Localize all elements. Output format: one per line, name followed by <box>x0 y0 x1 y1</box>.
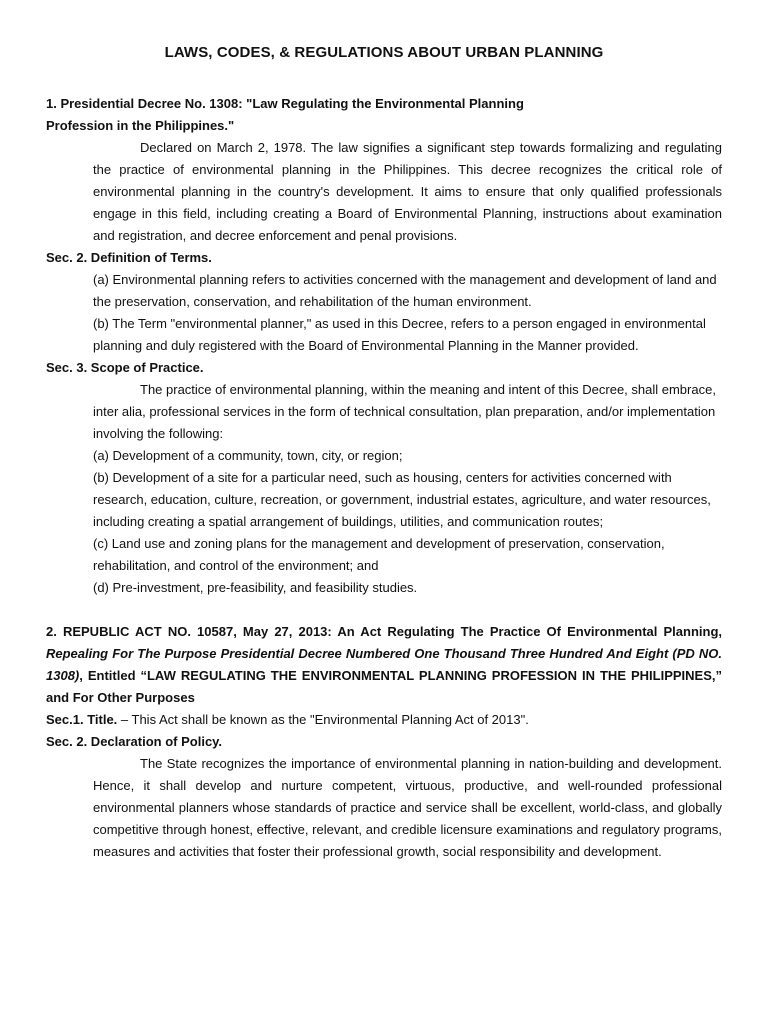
sec-2-item-b: (b) The Term "environmental planner," as used in this Decree, refers to a person engaged in environmental planning and duly registered with the Board of Environmental Planning in the Manner provided. <box>93 316 706 353</box>
sec-3-intro: The practice of environmental planning, within the meaning and intent of this Decree, shall embrace, inter alia, professional services in the form of technical consultation, plan preparation, and/or implementation involving the following: <box>93 382 716 441</box>
sec-3-item-c: (c) Land use and zoning plans for the management and development of preservation, conservation, rehabilitation, and control of the environment; and <box>93 536 665 573</box>
section-spacer <box>46 599 722 621</box>
section-2-heading <box>46 621 722 709</box>
sec-1-title-label: Sec.1. Title. <box>46 712 118 727</box>
section-2-heading-italic: Repealing For The Purpose Presidential Decree Numbered One Thousand Three Hundred And Eight (PD NO. 1308) <box>46 646 722 683</box>
sec-3-item-d: (d) Pre-investment, pre-feasibility, and feasibility studies. <box>93 580 418 595</box>
sec-3-item-a: (a) Development of a community, town, city, or region; <box>93 448 403 463</box>
document-title: LAWS, CODES, & REGULATIONS ABOUT URBAN PLANNING <box>164 44 604 61</box>
section-1-heading-line-2: Profession in the Philippines." <box>46 118 235 133</box>
sec-2-policy-heading: Sec. 2. Declaration of Policy. <box>46 734 223 749</box>
sec-2-definition-heading: Sec. 2. Definition of Terms. <box>46 250 212 265</box>
sec-1-title-line <box>46 709 722 731</box>
section-1-heading-line-1: 1. Presidential Decree No. 1308: "Law Regulating the Environmental Planning <box>46 96 524 111</box>
section-1-intro: Declared on March 2, 1978. The law signifies a significant step towards formalizing and regulating the practice of environmental planning in the Philippines. This decree recognizes the critical role of environmental planning in the country's development. It aims to ensure that only qualified professionals engage in this field, including creating a Board of Environmental Planning, instructions about examination and registration, and decree enforcement and penal provisions. <box>93 140 722 243</box>
sec-2-item-a: (a) Environmental planning refers to activities concerned with the management and development of land and the preservation, conservation, and rehabilitation of the human environment. <box>93 272 717 309</box>
sec-2-policy-text: The State recognizes the importance of environmental planning in nation-building and development. Hence, it shall develop and nurture competent, virtuous, productive, and well-rounded professional environmental planners whose standards of practice and service shall be excellent, world-class, and globally competitive through honest, effective, relevant, and credible licensure examinations and regulatory programs, measures and activities that foster their professional growth, social responsibility and development. <box>93 756 722 859</box>
section-2-heading-part-2: , Entitled “LAW REGULATING THE ENVIRONMENTAL PLANNING PROFESSION IN THE PHILIPPINES,” and For Other Purposes <box>46 668 722 705</box>
sec-3-scope-heading: Sec. 3. Scope of Practice. <box>46 360 204 375</box>
section-pd-1308 <box>46 93 722 599</box>
sec-1-title-text: – This Act shall be known as the "Environmental Planning Act of 2013". <box>117 712 529 727</box>
section-ra-10587 <box>46 621 722 863</box>
sec-3-item-b: (b) Development of a site for a particular need, such as housing, centers for activities concerned with research, education, culture, recreation, or government, industrial estates, agriculture, and water resources, including creating a spatial arrangement of buildings, utilities, and communication routes; <box>93 470 711 529</box>
section-2-heading-part-1: 2. REPUBLIC ACT NO. 10587, May 27, 2013: An Act Regulating The Practice Of Environmental Planning, <box>46 624 722 639</box>
